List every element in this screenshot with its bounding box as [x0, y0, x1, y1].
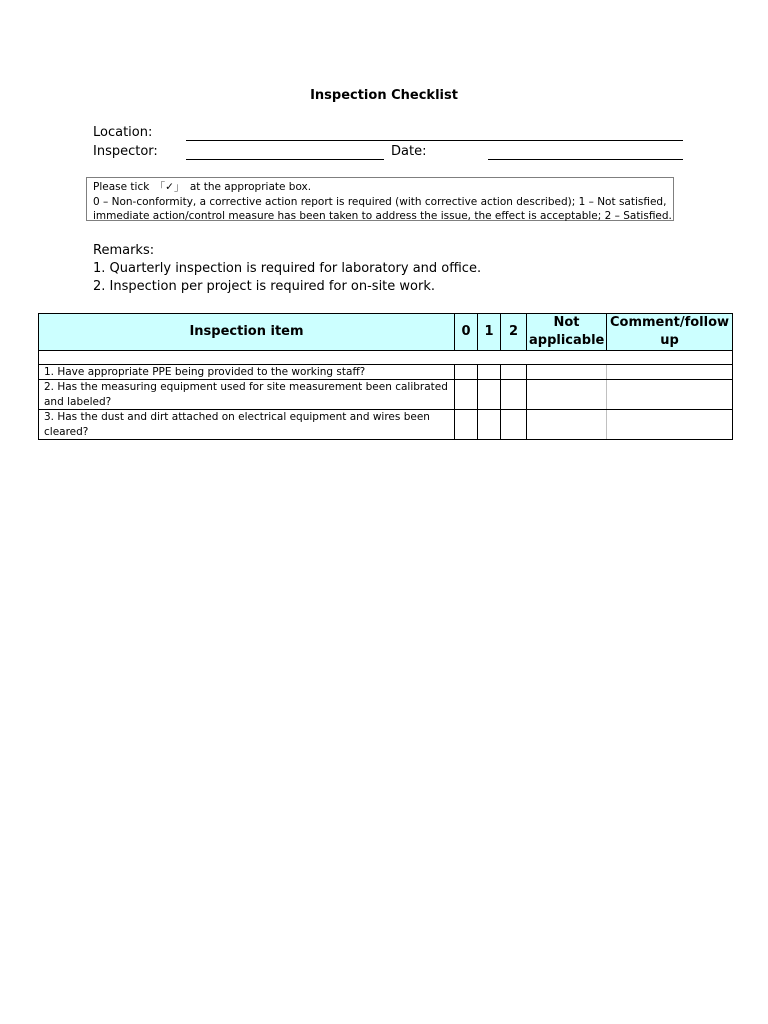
header-inspection-item: Inspection item — [39, 314, 455, 351]
score-1-checkbox[interactable] — [478, 380, 501, 410]
header-score-2: 2 — [501, 314, 527, 351]
inspection-item-text: 3. Has the dust and dirt attached on electrical equipment and wires been cleared? — [39, 410, 455, 440]
instructions-line-3: immediate action/control measure has been taken to address the issue, the effect is acceptable; 2 – Satisfied. — [93, 210, 672, 222]
instructions-box — [86, 177, 674, 221]
not-applicable-checkbox[interactable] — [527, 365, 607, 380]
score-0-checkbox[interactable] — [455, 380, 478, 410]
location-field[interactable] — [186, 140, 683, 141]
inspection-item-text: 2. Has the measuring equipment used for site measurement been calibrated and labeled? — [39, 380, 455, 410]
comment-cell[interactable] — [607, 380, 733, 410]
table-row — [39, 410, 733, 440]
date-label: Date: — [391, 144, 427, 159]
score-0-checkbox[interactable] — [455, 365, 478, 380]
header-not-applicable: Not applicable — [527, 314, 607, 351]
score-2-checkbox[interactable] — [501, 380, 527, 410]
instructions-tick-suffix: at the appropriate box. — [189, 181, 312, 193]
page-title: Inspection Checklist — [310, 88, 458, 103]
location-label: Location: — [93, 125, 153, 140]
inspector-field[interactable] — [186, 159, 384, 160]
table-row — [39, 380, 733, 410]
comment-cell[interactable] — [607, 410, 733, 440]
remark-item: 2. Inspection per project is required for on-site work. — [93, 279, 436, 294]
inspection-item-text: 1. Have appropriate PPE being provided to the working staff? — [39, 365, 455, 380]
header-comment: Comment/follow up — [607, 314, 733, 351]
spacer-cell — [39, 351, 733, 365]
table-spacer-row — [39, 351, 733, 365]
score-1-checkbox[interactable] — [478, 365, 501, 380]
score-2-checkbox[interactable] — [501, 410, 527, 440]
instructions-line-1 — [93, 180, 667, 195]
not-applicable-checkbox[interactable] — [527, 410, 607, 440]
remarks-heading: Remarks: — [93, 243, 155, 258]
remarks-section — [93, 242, 481, 296]
score-2-checkbox[interactable] — [501, 365, 527, 380]
instructions-tick-prefix: Please tick — [93, 181, 150, 193]
comment-cell[interactable] — [607, 365, 733, 380]
table-row — [39, 365, 733, 380]
check-mark-icon: 「✓」 — [154, 181, 185, 193]
table-header-row — [39, 314, 733, 351]
remark-item: 1. Quarterly inspection is required for laboratory and office. — [93, 261, 482, 276]
score-1-checkbox[interactable] — [478, 410, 501, 440]
inspector-label: Inspector: — [93, 144, 158, 159]
score-0-checkbox[interactable] — [455, 410, 478, 440]
date-field[interactable] — [488, 159, 683, 160]
instructions-line-2: 0 – Non-conformity, a corrective action report is required (with corrective action described); 1 – Not satisfied, — [93, 195, 667, 208]
inspection-table — [38, 313, 733, 440]
header-score-0: 0 — [455, 314, 478, 351]
header-score-1: 1 — [478, 314, 501, 351]
not-applicable-checkbox[interactable] — [527, 380, 607, 410]
